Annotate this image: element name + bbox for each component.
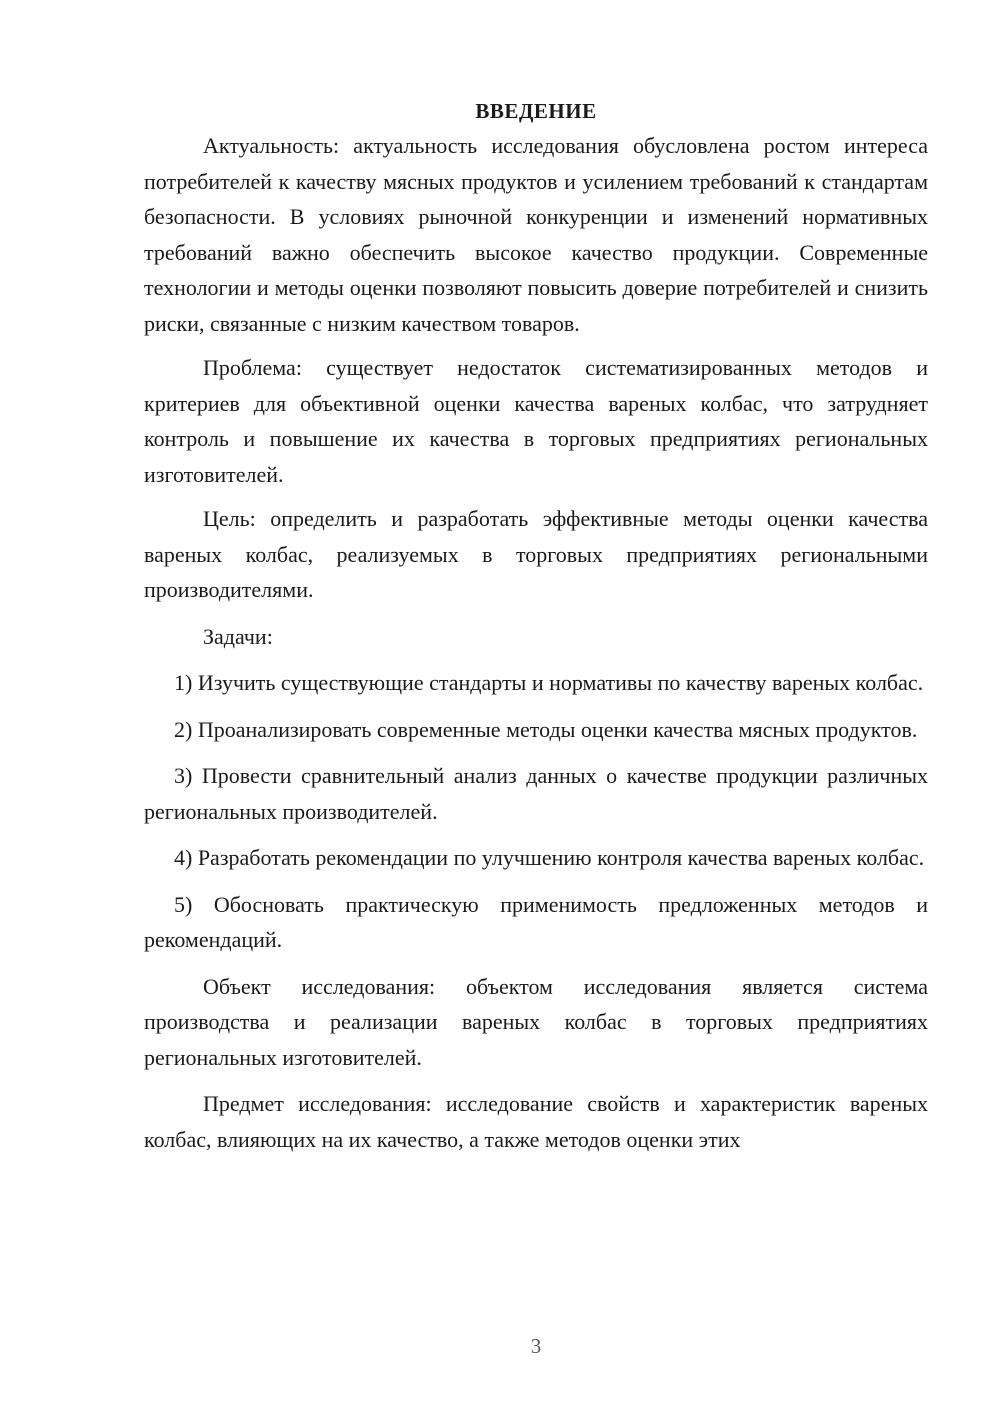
paragraph-relevance: Актуальность: актуальность исследования обусловлена ростом интереса потребителей к качеству мясных продуктов и усилением требований к стандартам безопасности. В условиях рыночной конкуренции и изменений нормативных требований важно обеспечить высокое качество продукции. Современные технологии и методы оценки позволяют повысить доверие потребителей и снизить риски, связанные с низким качеством товаров. bbox=[144, 133, 928, 336]
paragraph-goal: Цель: определить и разработать эффективные методы оценки качества вареных колбас, реализуемых в торговых предприятиях региональными производителями. bbox=[144, 506, 928, 602]
section-heading: ВВЕДЕНИЕ bbox=[475, 99, 597, 123]
paragraph-subject: Предмет исследования: исследование свойств и характеристик вареных колбас, влияющих на их качество, а также методов оценки этих bbox=[144, 1091, 928, 1152]
paragraph-problem: Проблема: существует недостаток систематизированных методов и критериев для объективной оценки качества вареных колбас, что затрудняет контроль и повышение их качества в торговых предприятиях региональных изготовителей. bbox=[144, 355, 928, 487]
paragraph-object: Объект исследования: объектом исследования является система производства и реализации вареных колбас в торговых предприятиях региональных изготовителей. bbox=[144, 973, 928, 1070]
task-item-2: 2) Проанализировать современные методы оценки качества мясных продуктов. bbox=[174, 716, 918, 742]
page-content bbox=[144, 96, 928, 1157]
paragraph-tasks-label: Задачи: bbox=[203, 623, 273, 649]
page-number: 3 bbox=[530, 1334, 542, 1358]
task-item-3: 3) Провести сравнительный анализ данных о качестве продукции различных региональных производителей. bbox=[144, 763, 928, 824]
task-item-5: 5) Обосновать практическую применимость предложенных методов и рекомендаций. bbox=[144, 891, 928, 952]
task-item-1: 1) Изучить существующие стандарты и нормативы по качеству вареных колбас. bbox=[174, 670, 924, 695]
task-item-4: 4) Разработать рекомендации по улучшению контроля качества вареных колбас. bbox=[174, 845, 925, 870]
